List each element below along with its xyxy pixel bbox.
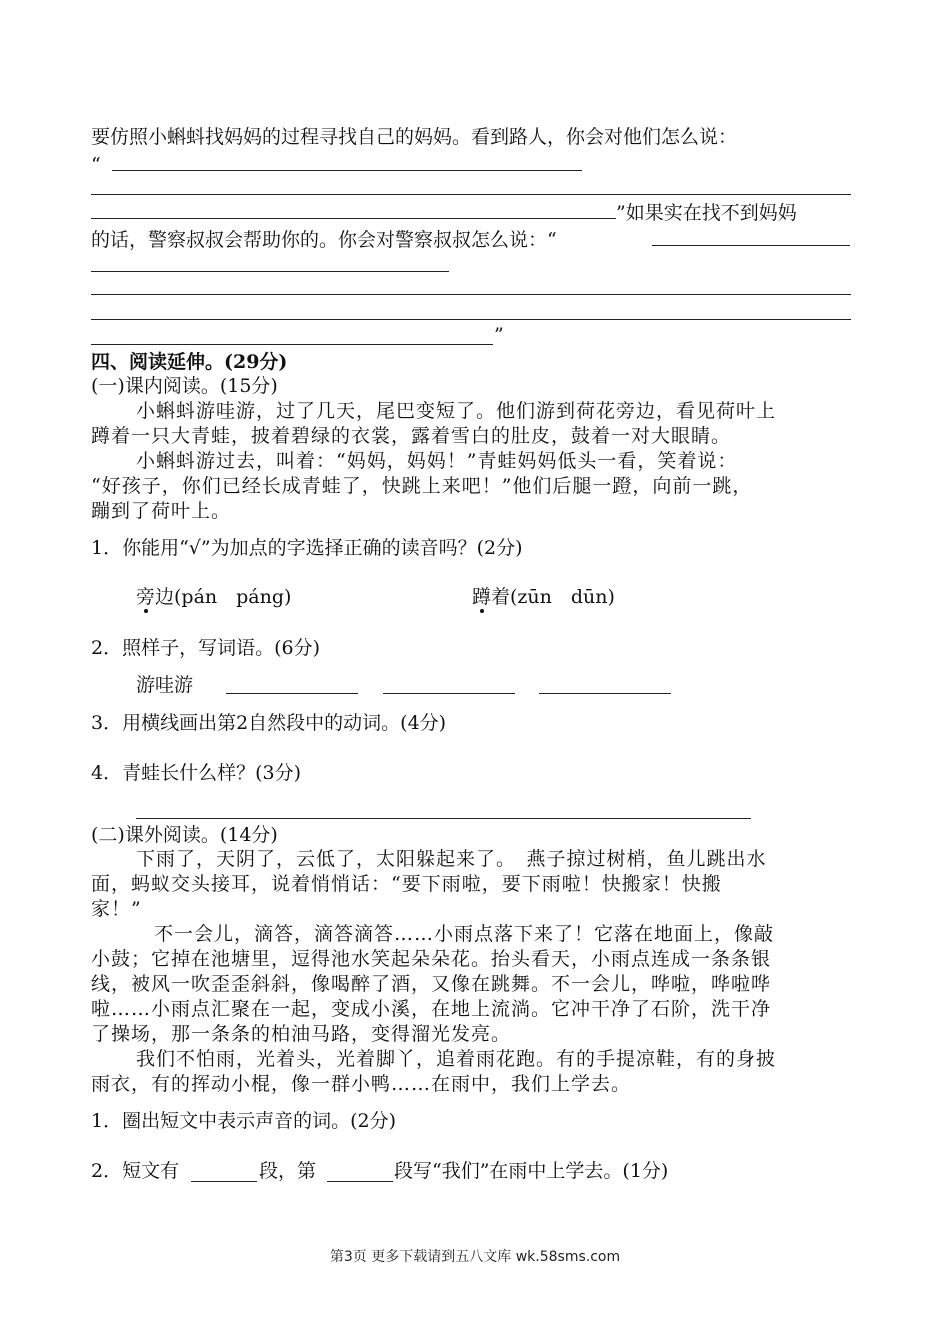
part-1-question-1: 1．你能用“√”为加点的字选择正确的读音吗？(2分): [91, 537, 523, 559]
passage-2-line: 线，被风一吹歪歪斜斜，像喝醉了酒，又像在跳舞。不一会儿，哗啦，哗啦哗: [91, 973, 772, 995]
pinyin-option-a[interactable]: 旁边(pán páng): [136, 586, 292, 608]
passage-2-line: 不一会儿，滴答，滴答滴答……小雨点落下来了！它落在地面上，像敲: [154, 923, 775, 945]
answer-blank-6[interactable]: [91, 294, 851, 295]
passage-1-line: 蹲着一只大青蛙，披着碧绿的衣裳，露着雪白的肚皮，鼓着一对大眼睛。: [91, 425, 732, 447]
answer-blank-4[interactable]: [652, 245, 850, 246]
close-quote-2: ”: [494, 324, 504, 346]
intro-line-1: 要仿照小蝌蚪找妈妈的过程寻找自己的妈妈。看到路人，你会对他们怎么说：: [91, 126, 738, 148]
answer-blank-7[interactable]: [91, 319, 851, 320]
open-quote: “: [91, 154, 101, 176]
part-1-title: (一)课内阅读。(15分): [91, 375, 278, 397]
blank-paragraph-count[interactable]: [191, 1181, 257, 1182]
passage-1-line: 小蝌蚪游哇游，过了几天，尾巴变短了。他们游到荷花旁边，看见荷叶上: [136, 400, 777, 422]
answer-blank-8[interactable]: [91, 344, 493, 345]
passage-2-line: 我们不怕雨，光着头，光着脚丫，追着雨花跑。有的手提凉鞋，有的身披: [136, 1048, 777, 1070]
word-blank-2[interactable]: [383, 693, 515, 694]
part-1-question-3: 3．用横线画出第2自然段中的动词。(4分): [91, 712, 447, 734]
passage-1-line: 蹦到了荷叶上。: [91, 500, 232, 522]
emphasis-dot: [144, 609, 148, 613]
passage-2-line: 下雨了，天阴了，云低了，太阳躲起来了。 燕子掠过树梢，鱼儿跳出水: [136, 848, 767, 870]
part-2-question-2-a: 2．短文有: [91, 1160, 180, 1182]
passage-2-line: 雨衣，有的挥动小棍，像一群小鸭……在雨中，我们上学去。: [91, 1073, 632, 1095]
part-2-question-1: 1．圈出短文中表示声音的词。(2分): [91, 1110, 397, 1132]
answer-blank-2[interactable]: [91, 194, 851, 195]
part-1-question-2: 2．照样子，写词语。(6分): [91, 637, 321, 659]
passage-2-line: 面，蚂蚁交头接耳，说着悄悄话：“要下雨啦，要下雨啦！快搬家！快搬: [91, 873, 722, 895]
page-footer: 第3页 更多下载请到五八文库 wk.58sms.com: [329, 1249, 621, 1265]
passage-2-line: 啦……小雨点汇聚在一起，变成小溪，在地上流淌。它冲干净了石阶，洗干净: [91, 998, 772, 1020]
passage-2-line: 小鼓；它掉在池塘里，逗得池水笑起朵朵花。抬头看天，小雨点连成一条条银: [91, 948, 772, 970]
part-2-question-2-c: 段写“我们”在雨中上学去。(1分): [394, 1160, 669, 1182]
part-1-question-4: 4．青蛙长什么样？(3分): [91, 762, 302, 784]
close-quote-text: ”如果实在找不到妈妈: [616, 202, 797, 224]
word-blank-1[interactable]: [226, 693, 358, 694]
part-2-title: (二)课外阅读。(14分): [91, 824, 278, 846]
answer-blank-q4[interactable]: [136, 818, 751, 819]
emphasis-dot: [480, 609, 484, 613]
word-example: 游哇游: [136, 674, 194, 696]
answer-blank-3[interactable]: [91, 218, 616, 219]
passage-2-line: 了操场，那一条条的柏油马路，变得溜光发亮。: [91, 1023, 512, 1045]
word-blank-3[interactable]: [539, 693, 671, 694]
police-prompt: 的话，警察叔叔会帮助你的。你会对警察叔叔怎么说：“: [91, 229, 557, 251]
part-2-question-2-b: 段，第: [259, 1160, 317, 1182]
passage-2-line: 家！”: [91, 898, 142, 920]
answer-blank-1[interactable]: [112, 170, 582, 171]
section-4-title: 四、阅读延伸。(29分): [91, 351, 288, 373]
passage-1-line: 小蝌蚪游过去，叫着：“妈妈，妈妈！”青蛙妈妈低头一看，笑着说：: [136, 450, 738, 472]
passage-1-line: “好孩子，你们已经长成青蛙了，快跳上来吧！”他们后腿一蹬，向前一跳，: [91, 475, 753, 497]
pinyin-option-b[interactable]: 蹲着(zūn dūn): [472, 586, 615, 608]
answer-blank-5[interactable]: [91, 271, 449, 272]
blank-paragraph-number[interactable]: [327, 1181, 393, 1182]
